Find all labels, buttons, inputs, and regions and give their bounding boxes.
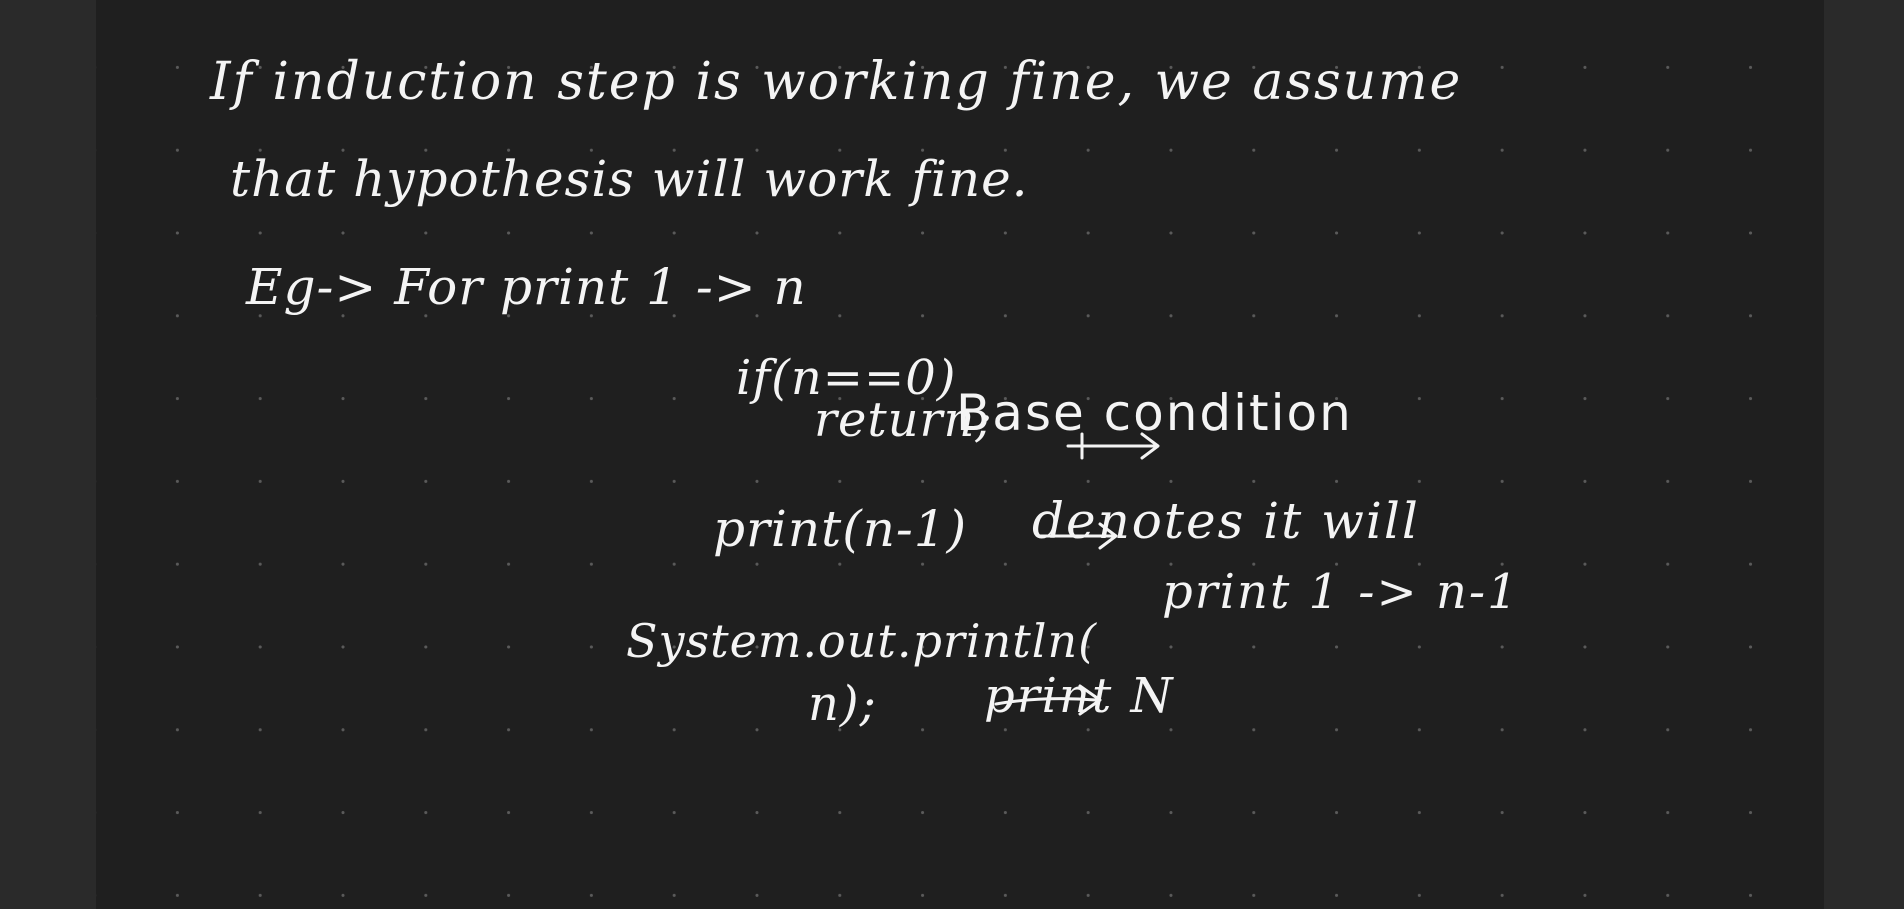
annotation-print-range: print 1 -> n-1 <box>1162 564 1520 620</box>
code-line-system-out: System.out.println( <box>626 614 1098 668</box>
note-line-induction-step: If induction step is working fine, we assume <box>210 52 1463 112</box>
left-margin <box>0 0 96 909</box>
code-line-if: if(n==0) <box>736 350 957 406</box>
code-line-arg-n: n); <box>808 676 877 732</box>
code-line-return: return; <box>814 392 993 448</box>
code-line-print-recursive: print(n-1) <box>713 500 968 558</box>
note-line-example: Eg-> For print 1 -> n <box>246 258 807 316</box>
right-margin <box>1824 0 1904 909</box>
annotation-base-condition: Base condition <box>956 384 1353 442</box>
note-line-hypothesis: that hypothesis will work fine. <box>230 150 1029 208</box>
annotation-print-n: print N <box>984 668 1175 724</box>
annotation-denotes: denotes it will <box>1032 492 1420 550</box>
drawing-canvas[interactable] <box>96 0 1824 909</box>
